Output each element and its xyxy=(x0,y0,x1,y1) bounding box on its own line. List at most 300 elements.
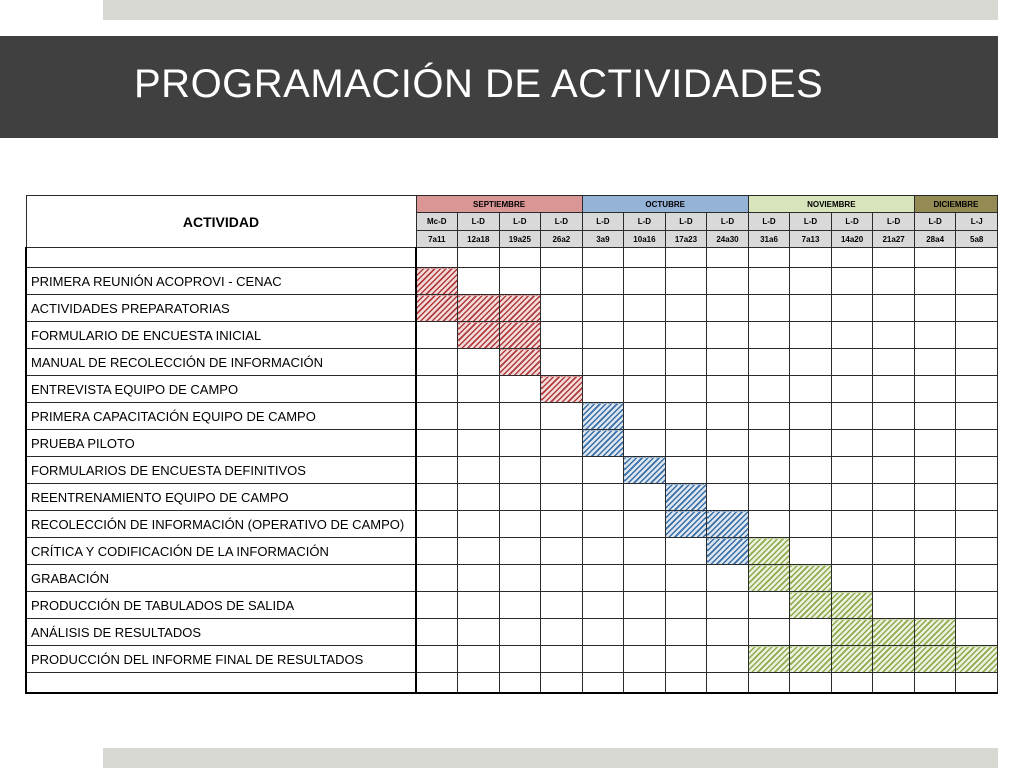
week-cell xyxy=(873,538,915,565)
scheduled-week-cell xyxy=(665,484,707,511)
week-cell xyxy=(458,349,500,376)
week-cell xyxy=(582,592,624,619)
week-cell xyxy=(458,619,500,646)
week-cell xyxy=(707,646,749,673)
month-header-septiembre: SEPTIEMBRE xyxy=(416,196,582,213)
week-cell xyxy=(416,457,458,484)
week-cell xyxy=(458,430,500,457)
week-cell xyxy=(665,646,707,673)
scheduled-week-cell xyxy=(499,295,541,322)
activity-row xyxy=(26,268,998,295)
week-cell xyxy=(458,268,500,295)
empty-week-cell xyxy=(624,248,666,268)
week-cell xyxy=(541,322,583,349)
scheduled-week-cell xyxy=(914,646,956,673)
week-cell xyxy=(831,511,873,538)
week-cell xyxy=(541,403,583,430)
week-cell xyxy=(416,538,458,565)
empty-week-cell xyxy=(541,248,583,268)
activity-row xyxy=(26,430,998,457)
week-cell xyxy=(665,430,707,457)
top-decorative-strip xyxy=(103,0,998,20)
week-cell xyxy=(665,565,707,592)
scheduled-week-cell xyxy=(665,511,707,538)
week-cell xyxy=(416,565,458,592)
empty-week-cell xyxy=(582,248,624,268)
month-header-diciembre: DICIEMBRE xyxy=(914,196,997,213)
empty-week-cell xyxy=(748,248,790,268)
scheduled-week-cell xyxy=(831,619,873,646)
activity-row xyxy=(26,592,998,619)
empty-week-cell xyxy=(831,673,873,694)
activity-name: ENTREVISTA EQUIPO DE CAMPO xyxy=(26,376,416,403)
week-cell xyxy=(582,646,624,673)
scheduled-week-cell xyxy=(873,646,915,673)
week-cell xyxy=(458,376,500,403)
week-label-cell: L-D xyxy=(624,213,666,231)
activity-row xyxy=(26,322,998,349)
week-cell xyxy=(831,565,873,592)
week-cell xyxy=(416,322,458,349)
week-cell xyxy=(499,403,541,430)
week-cell xyxy=(790,457,832,484)
week-label-cell: L-D xyxy=(748,213,790,231)
empty-week-cell xyxy=(790,248,832,268)
week-cell xyxy=(956,268,998,295)
week-cell xyxy=(831,295,873,322)
date-range-cell: 26a2 xyxy=(541,231,583,248)
activity-name: PRODUCCIÓN DEL INFORME FINAL DE RESULTADOS xyxy=(26,646,416,673)
week-cell xyxy=(914,538,956,565)
week-cell xyxy=(707,592,749,619)
month-header-octubre: OCTUBRE xyxy=(582,196,748,213)
week-cell xyxy=(873,457,915,484)
week-cell xyxy=(416,484,458,511)
week-cell xyxy=(499,592,541,619)
week-cell xyxy=(499,646,541,673)
activity-name: PRUEBA PILOTO xyxy=(26,430,416,457)
week-cell xyxy=(582,349,624,376)
week-cell xyxy=(416,592,458,619)
activity-name: ACTIVIDADES PREPARATORIAS xyxy=(26,295,416,322)
week-cell xyxy=(665,322,707,349)
activity-row xyxy=(26,376,998,403)
week-cell xyxy=(707,322,749,349)
week-cell xyxy=(914,403,956,430)
week-cell xyxy=(831,376,873,403)
week-cell xyxy=(748,403,790,430)
scheduled-week-cell xyxy=(790,592,832,619)
empty-row xyxy=(26,673,998,694)
week-cell xyxy=(665,457,707,484)
week-cell xyxy=(665,295,707,322)
week-cell xyxy=(873,592,915,619)
week-cell xyxy=(541,349,583,376)
week-cell xyxy=(499,268,541,295)
week-cell xyxy=(541,538,583,565)
week-label-cell: L-D xyxy=(707,213,749,231)
empty-week-cell xyxy=(665,673,707,694)
activity-name: PRIMERA REUNIÓN ACOPROVI - CENAC xyxy=(26,268,416,295)
week-cell xyxy=(707,619,749,646)
week-cell xyxy=(416,403,458,430)
week-cell xyxy=(458,484,500,511)
week-cell xyxy=(831,349,873,376)
week-cell xyxy=(831,268,873,295)
week-cell xyxy=(541,295,583,322)
week-cell xyxy=(748,430,790,457)
date-range-cell: 17a23 xyxy=(665,231,707,248)
week-cell xyxy=(665,538,707,565)
week-label-cell: L-D xyxy=(665,213,707,231)
week-cell xyxy=(499,511,541,538)
week-cell xyxy=(831,430,873,457)
scheduled-week-cell xyxy=(873,619,915,646)
empty-activity-cell xyxy=(26,248,416,268)
date-range-cell: 28a4 xyxy=(914,231,956,248)
week-cell xyxy=(707,295,749,322)
week-cell xyxy=(956,538,998,565)
activity-name: FORMULARIOS DE ENCUESTA DEFINITIVOS xyxy=(26,457,416,484)
scheduled-week-cell xyxy=(707,511,749,538)
week-cell xyxy=(707,430,749,457)
scheduled-week-cell xyxy=(416,268,458,295)
week-cell xyxy=(873,565,915,592)
empty-week-cell xyxy=(458,248,500,268)
week-cell xyxy=(790,619,832,646)
week-cell xyxy=(416,430,458,457)
week-cell xyxy=(956,403,998,430)
week-cell xyxy=(956,511,998,538)
week-cell xyxy=(831,484,873,511)
week-cell xyxy=(790,403,832,430)
scheduled-week-cell xyxy=(582,403,624,430)
week-cell xyxy=(790,349,832,376)
activity-schedule-table xyxy=(25,195,998,694)
date-range-cell: 21a27 xyxy=(873,231,915,248)
week-cell xyxy=(665,619,707,646)
week-cell xyxy=(707,403,749,430)
week-cell xyxy=(956,295,998,322)
week-cell xyxy=(541,268,583,295)
scheduled-week-cell xyxy=(914,619,956,646)
empty-row xyxy=(26,248,998,268)
week-cell xyxy=(499,457,541,484)
week-cell xyxy=(416,619,458,646)
week-cell xyxy=(914,457,956,484)
scheduled-week-cell xyxy=(541,376,583,403)
week-cell xyxy=(914,295,956,322)
scheduled-week-cell xyxy=(831,646,873,673)
empty-week-cell xyxy=(873,673,915,694)
scheduled-week-cell xyxy=(624,457,666,484)
week-cell xyxy=(582,268,624,295)
empty-week-cell xyxy=(499,248,541,268)
week-cell xyxy=(707,565,749,592)
activity-row xyxy=(26,565,998,592)
week-cell xyxy=(582,619,624,646)
week-cell xyxy=(707,457,749,484)
week-label-cell: L-D xyxy=(914,213,956,231)
scheduled-week-cell xyxy=(790,565,832,592)
scheduled-week-cell xyxy=(707,538,749,565)
activity-name: FORMULARIO DE ENCUESTA INICIAL xyxy=(26,322,416,349)
week-cell xyxy=(831,538,873,565)
week-cell xyxy=(707,484,749,511)
week-cell xyxy=(748,295,790,322)
week-cell xyxy=(707,349,749,376)
activity-name: GRABACIÓN xyxy=(26,565,416,592)
date-range-cell: 14a20 xyxy=(831,231,873,248)
week-cell xyxy=(831,457,873,484)
week-cell xyxy=(541,430,583,457)
week-cell xyxy=(541,565,583,592)
empty-week-cell xyxy=(624,673,666,694)
week-cell xyxy=(624,646,666,673)
week-cell xyxy=(624,565,666,592)
scheduled-week-cell xyxy=(831,592,873,619)
activity-row xyxy=(26,349,998,376)
activity-row xyxy=(26,403,998,430)
date-range-cell: 7a11 xyxy=(416,231,458,248)
activity-name: REENTRENAMIENTO EQUIPO DE CAMPO xyxy=(26,484,416,511)
empty-week-cell xyxy=(541,673,583,694)
week-cell xyxy=(914,322,956,349)
week-cell xyxy=(790,322,832,349)
week-cell xyxy=(914,484,956,511)
scheduled-week-cell xyxy=(416,295,458,322)
scheduled-week-cell xyxy=(748,646,790,673)
week-cell xyxy=(541,592,583,619)
activity-row xyxy=(26,646,998,673)
empty-week-cell xyxy=(707,673,749,694)
week-label-cell: L-D xyxy=(790,213,832,231)
bottom-decorative-strip xyxy=(103,748,998,768)
activity-row xyxy=(26,511,998,538)
week-cell xyxy=(873,484,915,511)
week-cell xyxy=(624,484,666,511)
week-cell xyxy=(541,511,583,538)
week-cell xyxy=(665,592,707,619)
activity-name: MANUAL DE RECOLECCIÓN DE INFORMACIÓN xyxy=(26,349,416,376)
activity-row xyxy=(26,619,998,646)
slide-title: PROGRAMACIÓN DE ACTIVIDADES xyxy=(134,62,824,106)
week-cell xyxy=(499,538,541,565)
week-cell xyxy=(707,268,749,295)
empty-week-cell xyxy=(582,673,624,694)
week-cell xyxy=(624,538,666,565)
week-cell xyxy=(748,484,790,511)
empty-week-cell xyxy=(956,248,998,268)
activity-rows xyxy=(26,248,998,694)
week-cell xyxy=(956,430,998,457)
week-cell xyxy=(748,268,790,295)
week-cell xyxy=(624,349,666,376)
activity-row xyxy=(26,538,998,565)
activity-name: RECOLECCIÓN DE INFORMACIÓN (OPERATIVO DE CAMPO) xyxy=(26,511,416,538)
date-range-cell: 19a25 xyxy=(499,231,541,248)
week-cell xyxy=(541,484,583,511)
week-cell xyxy=(707,376,749,403)
week-cell xyxy=(458,403,500,430)
empty-week-cell xyxy=(416,248,458,268)
date-range-cell: 7a13 xyxy=(790,231,832,248)
activity-name: PRIMERA CAPACITACIÓN EQUIPO DE CAMPO xyxy=(26,403,416,430)
week-cell xyxy=(873,376,915,403)
week-cell xyxy=(831,322,873,349)
week-cell xyxy=(499,484,541,511)
week-cell xyxy=(624,619,666,646)
date-range-cell: 24a30 xyxy=(707,231,749,248)
activity-row xyxy=(26,484,998,511)
week-cell xyxy=(416,646,458,673)
scheduled-week-cell xyxy=(582,430,624,457)
week-cell xyxy=(914,268,956,295)
date-range-cell: 12a18 xyxy=(458,231,500,248)
scheduled-week-cell xyxy=(790,646,832,673)
week-cell xyxy=(624,268,666,295)
week-label-cell: L-D xyxy=(541,213,583,231)
week-label-cell: L-D xyxy=(499,213,541,231)
week-cell xyxy=(624,592,666,619)
month-header-noviembre: NOVIEMBRE xyxy=(748,196,914,213)
activity-column-header: ACTIVIDAD xyxy=(26,196,416,248)
week-cell xyxy=(416,349,458,376)
week-cell xyxy=(873,349,915,376)
empty-week-cell xyxy=(416,673,458,694)
week-cell xyxy=(748,457,790,484)
week-cell xyxy=(582,322,624,349)
week-cell xyxy=(790,430,832,457)
week-cell xyxy=(873,403,915,430)
week-cell xyxy=(582,565,624,592)
week-cell xyxy=(458,592,500,619)
week-cell xyxy=(873,511,915,538)
week-cell xyxy=(790,538,832,565)
week-cell xyxy=(748,376,790,403)
activity-name: PRODUCCIÓN DE TABULADOS DE SALIDA xyxy=(26,592,416,619)
week-cell xyxy=(790,295,832,322)
week-cell xyxy=(582,295,624,322)
week-cell xyxy=(748,349,790,376)
week-cell xyxy=(956,565,998,592)
week-cell xyxy=(956,592,998,619)
date-range-cell: 10a16 xyxy=(624,231,666,248)
week-cell xyxy=(914,376,956,403)
week-cell xyxy=(541,457,583,484)
week-cell xyxy=(665,376,707,403)
week-cell xyxy=(624,322,666,349)
week-cell xyxy=(873,268,915,295)
week-cell xyxy=(416,376,458,403)
week-cell xyxy=(748,619,790,646)
week-cell xyxy=(416,511,458,538)
week-cell xyxy=(582,538,624,565)
week-cell xyxy=(790,511,832,538)
week-cell xyxy=(914,565,956,592)
scheduled-week-cell xyxy=(748,538,790,565)
empty-week-cell xyxy=(790,673,832,694)
week-cell xyxy=(914,349,956,376)
empty-week-cell xyxy=(665,248,707,268)
activity-row xyxy=(26,457,998,484)
week-cell xyxy=(790,376,832,403)
week-cell xyxy=(582,457,624,484)
week-cell xyxy=(748,511,790,538)
week-cell xyxy=(956,484,998,511)
week-cell xyxy=(665,403,707,430)
week-cell xyxy=(665,349,707,376)
week-cell xyxy=(748,592,790,619)
scheduled-week-cell xyxy=(458,295,500,322)
empty-week-cell xyxy=(748,673,790,694)
week-cell xyxy=(499,565,541,592)
week-cell xyxy=(458,457,500,484)
week-cell xyxy=(914,592,956,619)
week-cell xyxy=(748,322,790,349)
week-cell xyxy=(956,619,998,646)
activity-row xyxy=(26,295,998,322)
scheduled-week-cell xyxy=(748,565,790,592)
week-cell xyxy=(499,619,541,646)
week-cell xyxy=(541,619,583,646)
date-range-cell: 3a9 xyxy=(582,231,624,248)
week-cell xyxy=(624,403,666,430)
empty-week-cell xyxy=(499,673,541,694)
empty-week-cell xyxy=(831,248,873,268)
week-cell xyxy=(582,376,624,403)
empty-week-cell xyxy=(914,673,956,694)
week-label-cell: Mc-D xyxy=(416,213,458,231)
week-cell xyxy=(914,511,956,538)
week-cell xyxy=(624,295,666,322)
week-label-cell: L-D xyxy=(873,213,915,231)
week-cell xyxy=(873,430,915,457)
empty-week-cell xyxy=(458,673,500,694)
week-cell xyxy=(499,376,541,403)
week-cell xyxy=(831,403,873,430)
week-label-cell: L-D xyxy=(831,213,873,231)
week-cell xyxy=(873,322,915,349)
week-cell xyxy=(458,646,500,673)
scheduled-week-cell xyxy=(499,322,541,349)
week-cell xyxy=(873,295,915,322)
week-cell xyxy=(956,457,998,484)
week-cell xyxy=(665,268,707,295)
empty-week-cell xyxy=(914,248,956,268)
week-cell xyxy=(458,511,500,538)
week-cell xyxy=(790,484,832,511)
week-label-cell: L-D xyxy=(458,213,500,231)
empty-week-cell xyxy=(873,248,915,268)
month-row xyxy=(26,196,998,213)
week-label-cell: L-J xyxy=(956,213,998,231)
date-range-cell: 31a6 xyxy=(748,231,790,248)
week-cell xyxy=(499,430,541,457)
empty-activity-cell xyxy=(26,673,416,694)
week-cell xyxy=(624,376,666,403)
empty-week-cell xyxy=(707,248,749,268)
week-cell xyxy=(790,268,832,295)
scheduled-week-cell xyxy=(499,349,541,376)
activity-name: CRÍTICA Y CODIFICACIÓN DE LA INFORMACIÓN xyxy=(26,538,416,565)
activity-name: ANÁLISIS DE RESULTADOS xyxy=(26,619,416,646)
week-cell xyxy=(458,565,500,592)
week-cell xyxy=(624,430,666,457)
week-cell xyxy=(956,322,998,349)
scheduled-week-cell xyxy=(956,646,998,673)
week-cell xyxy=(914,430,956,457)
